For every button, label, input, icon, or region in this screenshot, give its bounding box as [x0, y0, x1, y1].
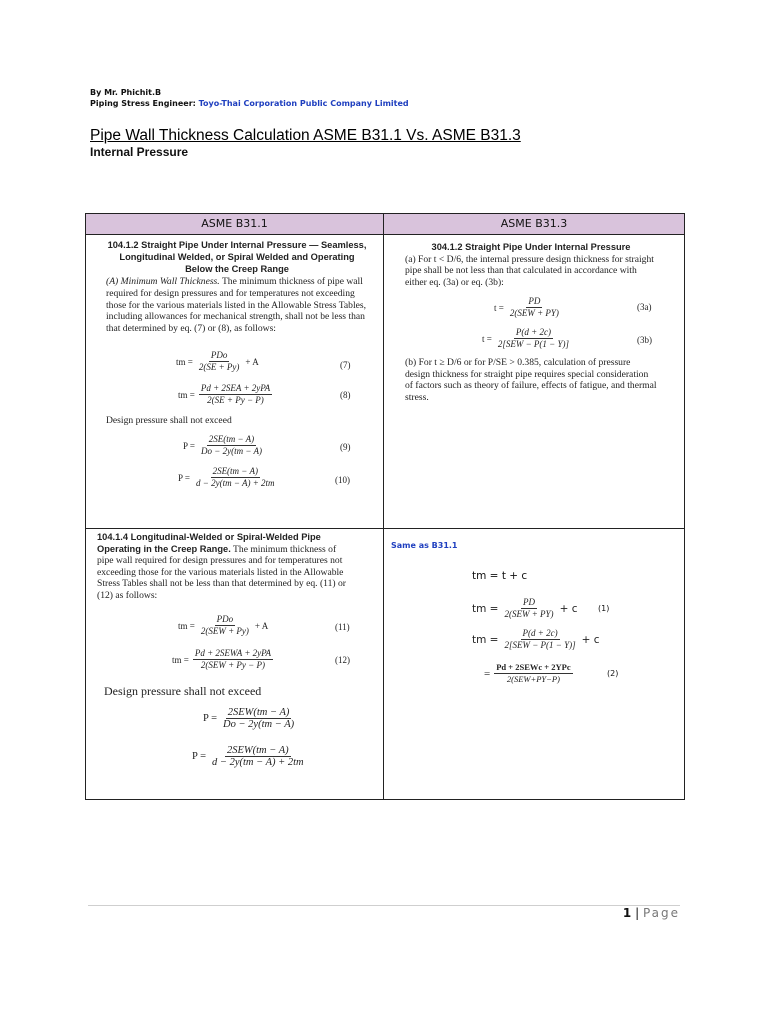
eq3a-numerator: PD [528, 296, 541, 306]
eq3b-lhs: t = [482, 333, 492, 344]
role-label: Piping Stress Engineer: [90, 99, 199, 108]
eq3b-fraction [496, 327, 571, 350]
eq7-fraction [197, 350, 242, 373]
formula-2 [472, 628, 600, 651]
equation-p-creep-1 [203, 707, 296, 730]
eq11-tail: + A [254, 620, 269, 631]
eq3b-denominator: 2[SEW − P(1 − Y)] [497, 339, 569, 349]
f3-denominator: 2(SEW+PY−P) [506, 674, 560, 684]
eqp2-lhs: P = [192, 751, 206, 762]
eq11-fraction [199, 614, 251, 637]
formula-1 [472, 597, 577, 620]
eqp1-numerator: 2SEW(tm − A) [227, 707, 290, 718]
eqp1-fraction [221, 707, 296, 730]
page-footer [600, 906, 680, 920]
eq10-fraction [194, 466, 277, 489]
formula-3 [484, 662, 573, 685]
b311-subheading: (A) Minimum Wall Thickness. [106, 276, 220, 288]
f1-numerator: PD [523, 597, 536, 607]
f2-fraction [502, 628, 577, 651]
f2-denominator: 2[SEW − P(1 − Y)] [504, 640, 576, 650]
eq11-tag: (11) [335, 622, 350, 632]
f2-numerator: P(d + 2c) [522, 628, 558, 638]
eq9-lhs: P = [183, 440, 195, 451]
eq10-lhs: P = [178, 472, 190, 483]
formula-1-tag: (1) [598, 604, 610, 613]
eq3b-numerator: P(d + 2c) [515, 327, 551, 337]
eq7-lhs: tm = [176, 356, 193, 367]
document-title: Pipe Wall Thickness Calculation ASME B31.1 Vs. ASME B31.3 [90, 127, 521, 144]
eq8-denominator: 2(SE + Py − P) [207, 395, 264, 405]
eq9-tag: (9) [340, 442, 351, 452]
f1-fraction [502, 597, 555, 620]
f2-lhs: tm = [472, 633, 499, 646]
f3-fraction [494, 662, 572, 685]
eq10-tag: (10) [335, 475, 350, 485]
eq9-denominator: Do − 2y(tm − A) [201, 446, 262, 456]
formula-tm-t-plus-c: tm = t + c [472, 570, 528, 582]
role-line [90, 99, 409, 108]
table-divider-vertical [383, 213, 384, 800]
b313-clause-304-1-2 [405, 242, 657, 289]
b311-text: The minimum thickness of pipe wall required for design pressures and for temperatures not exceeding those for the various materials listed in the Allowable Stress Tables, including allowances for mechanical strength, shall not be less than that determined by eq. (7) or (8), as follows: [106, 276, 366, 334]
b313-heading: 304.1.2 Straight Pipe Under Internal Pressure [431, 242, 631, 252]
eq7-denominator: 2(SE + Py) [198, 362, 240, 372]
equation-7 [176, 350, 259, 373]
equation-12 [172, 648, 273, 671]
equation-8 [178, 383, 272, 406]
eq9-fraction [199, 434, 264, 457]
b311-heading: 104.1.2 Straight Pipe Under Internal Pressure — Seamless, Longitudinal Welded, or Spiral Welded and Operating Below the Creep Range [107, 240, 367, 274]
document-subtitle: Internal Pressure [90, 145, 189, 159]
equation-3a [494, 296, 561, 319]
equation-9 [183, 434, 264, 457]
eqp1-denominator: Do − 2y(tm − A) [223, 719, 295, 730]
eq11-numerator: PDo [216, 614, 234, 624]
same-as-note: Same as B31.1 [391, 541, 458, 550]
eq3a-fraction [508, 296, 561, 319]
eq7-tag: (7) [340, 360, 351, 370]
page-word: Page [642, 906, 680, 920]
table-divider-header [85, 234, 685, 235]
eq7-numerator: PDo [210, 350, 228, 360]
b311-paragraph [106, 276, 368, 334]
eq10-numerator: 2SE(tm − A) [212, 466, 258, 476]
equation-10 [178, 466, 277, 489]
footer-rule [88, 905, 680, 906]
table-divider-row [85, 528, 685, 529]
eqp2-denominator: d − 2y(tm − A) + 2tm [212, 757, 304, 768]
page-separator: | [631, 906, 643, 920]
b311-clause-104-1-2 [106, 240, 368, 334]
b311-creep-text: The minimum thickness of pipe wall required for design pressures and for temperatures not exceeding those for the various materials listed in the Allowable Stress Tables shall not be less than that determined by eq. (11) or (12) as follows: [97, 543, 346, 601]
eq11-denominator: 2(SEW + Py) [200, 626, 249, 636]
f1-denominator: 2(SEW + PY) [504, 609, 554, 619]
f3-numerator: Pd + 2SEWc + 2YPc [496, 662, 571, 672]
f3-lhs: = [484, 667, 491, 680]
eq8-fraction [199, 383, 272, 406]
eq10-denominator: d − 2y(tm − A) + 2tm [196, 478, 275, 488]
equation-p-creep-2 [192, 745, 306, 768]
eq3a-tag: (3a) [637, 302, 652, 312]
eq8-tag: (8) [340, 390, 351, 400]
b313-text-a: (a) For t < D/6, the internal pressure design thickness for straight pipe shall be not less than that calculated in accordance with either eq. (3a) or eq. (3b): [405, 253, 654, 288]
b311-design-pressure-text: Design pressure shall not exceed [106, 415, 232, 426]
f1-lhs: tm = [472, 602, 499, 615]
eq8-lhs: tm = [178, 389, 195, 400]
equation-3b [482, 327, 571, 350]
eq7-tail: + A [245, 356, 259, 367]
eq12-numerator: Pd + 2SEWA + 2yPA [194, 648, 272, 658]
page-number: 1 [622, 906, 632, 920]
eq12-fraction [193, 648, 273, 671]
eq3a-denominator: 2(SEW + PY) [509, 308, 559, 318]
author-line: By Mr. Phichit.B [90, 88, 162, 97]
eq3b-tag: (3b) [637, 335, 652, 345]
column-header-b313: ASME B31.3 [384, 214, 684, 234]
eq12-denominator: 2(SEW + Py − P) [200, 660, 265, 670]
eq3a-lhs: t = [494, 302, 504, 313]
f1-tail: + c [559, 602, 578, 615]
eq11-lhs: tm = [178, 620, 195, 631]
formula-3-tag: (2) [607, 669, 619, 678]
b311-creep-heading: 104.1.4 Longitudinal-Welded or Spiral-Welded Pipe Operating in the Creep Range. [97, 532, 321, 554]
eq12-lhs: tm = [172, 654, 189, 665]
column-header-b311: ASME B31.1 [86, 214, 383, 234]
eqp1-lhs: P = [203, 713, 217, 724]
eqp2-fraction [210, 745, 306, 768]
eqp2-numerator: 2SEW(tm − A) [226, 745, 289, 756]
company-name: Toyo-Thai Corporation Public Company Limited [198, 99, 409, 108]
b311-creep-design-pressure-text: Design pressure shall not exceed [104, 684, 262, 698]
b313-text-b: (b) For t ≥ D/6 or for P/SE > 0.385, calculation of pressure design thickness for straight pipe requires special consideration of factors such as theory of failure, effects of fatigue, and thermal stress. [405, 357, 657, 403]
f2-tail: + c [581, 633, 600, 646]
equation-11 [178, 614, 268, 637]
eq12-tag: (12) [335, 655, 350, 665]
b311-clause-104-1-4 [97, 532, 355, 602]
eq9-numerator: 2SE(tm − A) [208, 434, 255, 444]
eq8-numerator: Pd + 2SEA + 2yPA [200, 383, 271, 393]
